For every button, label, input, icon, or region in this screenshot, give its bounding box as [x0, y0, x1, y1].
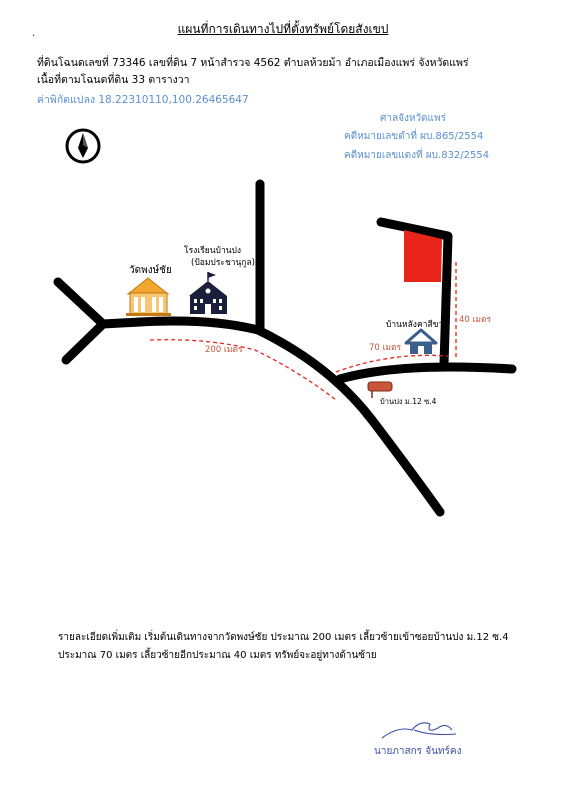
- description-line-1: รายละเอียดเพิ่มเติม เริ่มต้นเดินทางจากวัดพงษ์ชัย ประมาณ 200 เมตร เลี้ยวซ้ายเข้าซอยบ้านปง ม.12 ซ.4: [58, 632, 509, 643]
- page-mark: ·: [32, 31, 36, 42]
- property-parcel: [404, 230, 442, 282]
- school-sublabel: (ป้อมประชานุกูล): [191, 258, 255, 268]
- distance-40-label: 40 เมตร: [459, 315, 492, 325]
- description-line-2: ประมาณ 70 เมตร เลี้ยวซ้ายอีกประมาณ 40 เมตร ทรัพย์จะอยู่ทางด้านซ้าย: [58, 650, 377, 661]
- roads: [58, 184, 512, 512]
- west-branch: [66, 324, 103, 360]
- route-path: [150, 262, 456, 400]
- compass-icon: [67, 130, 99, 162]
- school-label: โรงเรียนบ้านปง: [184, 246, 242, 256]
- signature-mark: [382, 723, 456, 738]
- signatory-name: นายภาสกร จันทร์คง: [374, 746, 462, 757]
- school-icon: [189, 272, 227, 314]
- temple-icon: [126, 278, 171, 316]
- area-info: เนื้อที่ตามโฉนดที่ดิน 33 ตารางวา: [37, 74, 190, 86]
- deed-info: ที่ดินโฉนดเลขที่ 73346 เลขที่ดิน 7 หน้าสำรวจ 4562 ตำบลห้วยม้า อำเภอเมืองแพร่ จังหวัดแพร่: [37, 57, 469, 69]
- coordinates: ค่าพิกัดแปลง 18.22310110,100.26465647: [37, 94, 249, 106]
- house-label: บ้านหลังคาสีขาว: [386, 320, 448, 330]
- black-case-number: คดีหมายเลขดำที่ ผบ.865/2554: [344, 131, 484, 142]
- temple-label: วัดพงษ์ชัย: [129, 265, 172, 276]
- red-case-number: คดีหมายเลขแดงที่ ผบ.832/2554: [344, 150, 490, 161]
- soi-road: [340, 367, 512, 379]
- house-icon: [406, 330, 436, 354]
- distance-200-label: 200 เมตร: [205, 345, 243, 355]
- distance-70-label: 70 เมตร: [369, 343, 402, 353]
- village-label: บ้านปง ม.12 ซ.4: [380, 397, 437, 406]
- page-title: แผนที่การเดินทางไปที่ตั้งทรัพย์โดยสังเขป: [177, 22, 389, 36]
- signpost-icon: [368, 382, 392, 398]
- court-name: ศาลจังหวัดแพร่: [380, 113, 446, 124]
